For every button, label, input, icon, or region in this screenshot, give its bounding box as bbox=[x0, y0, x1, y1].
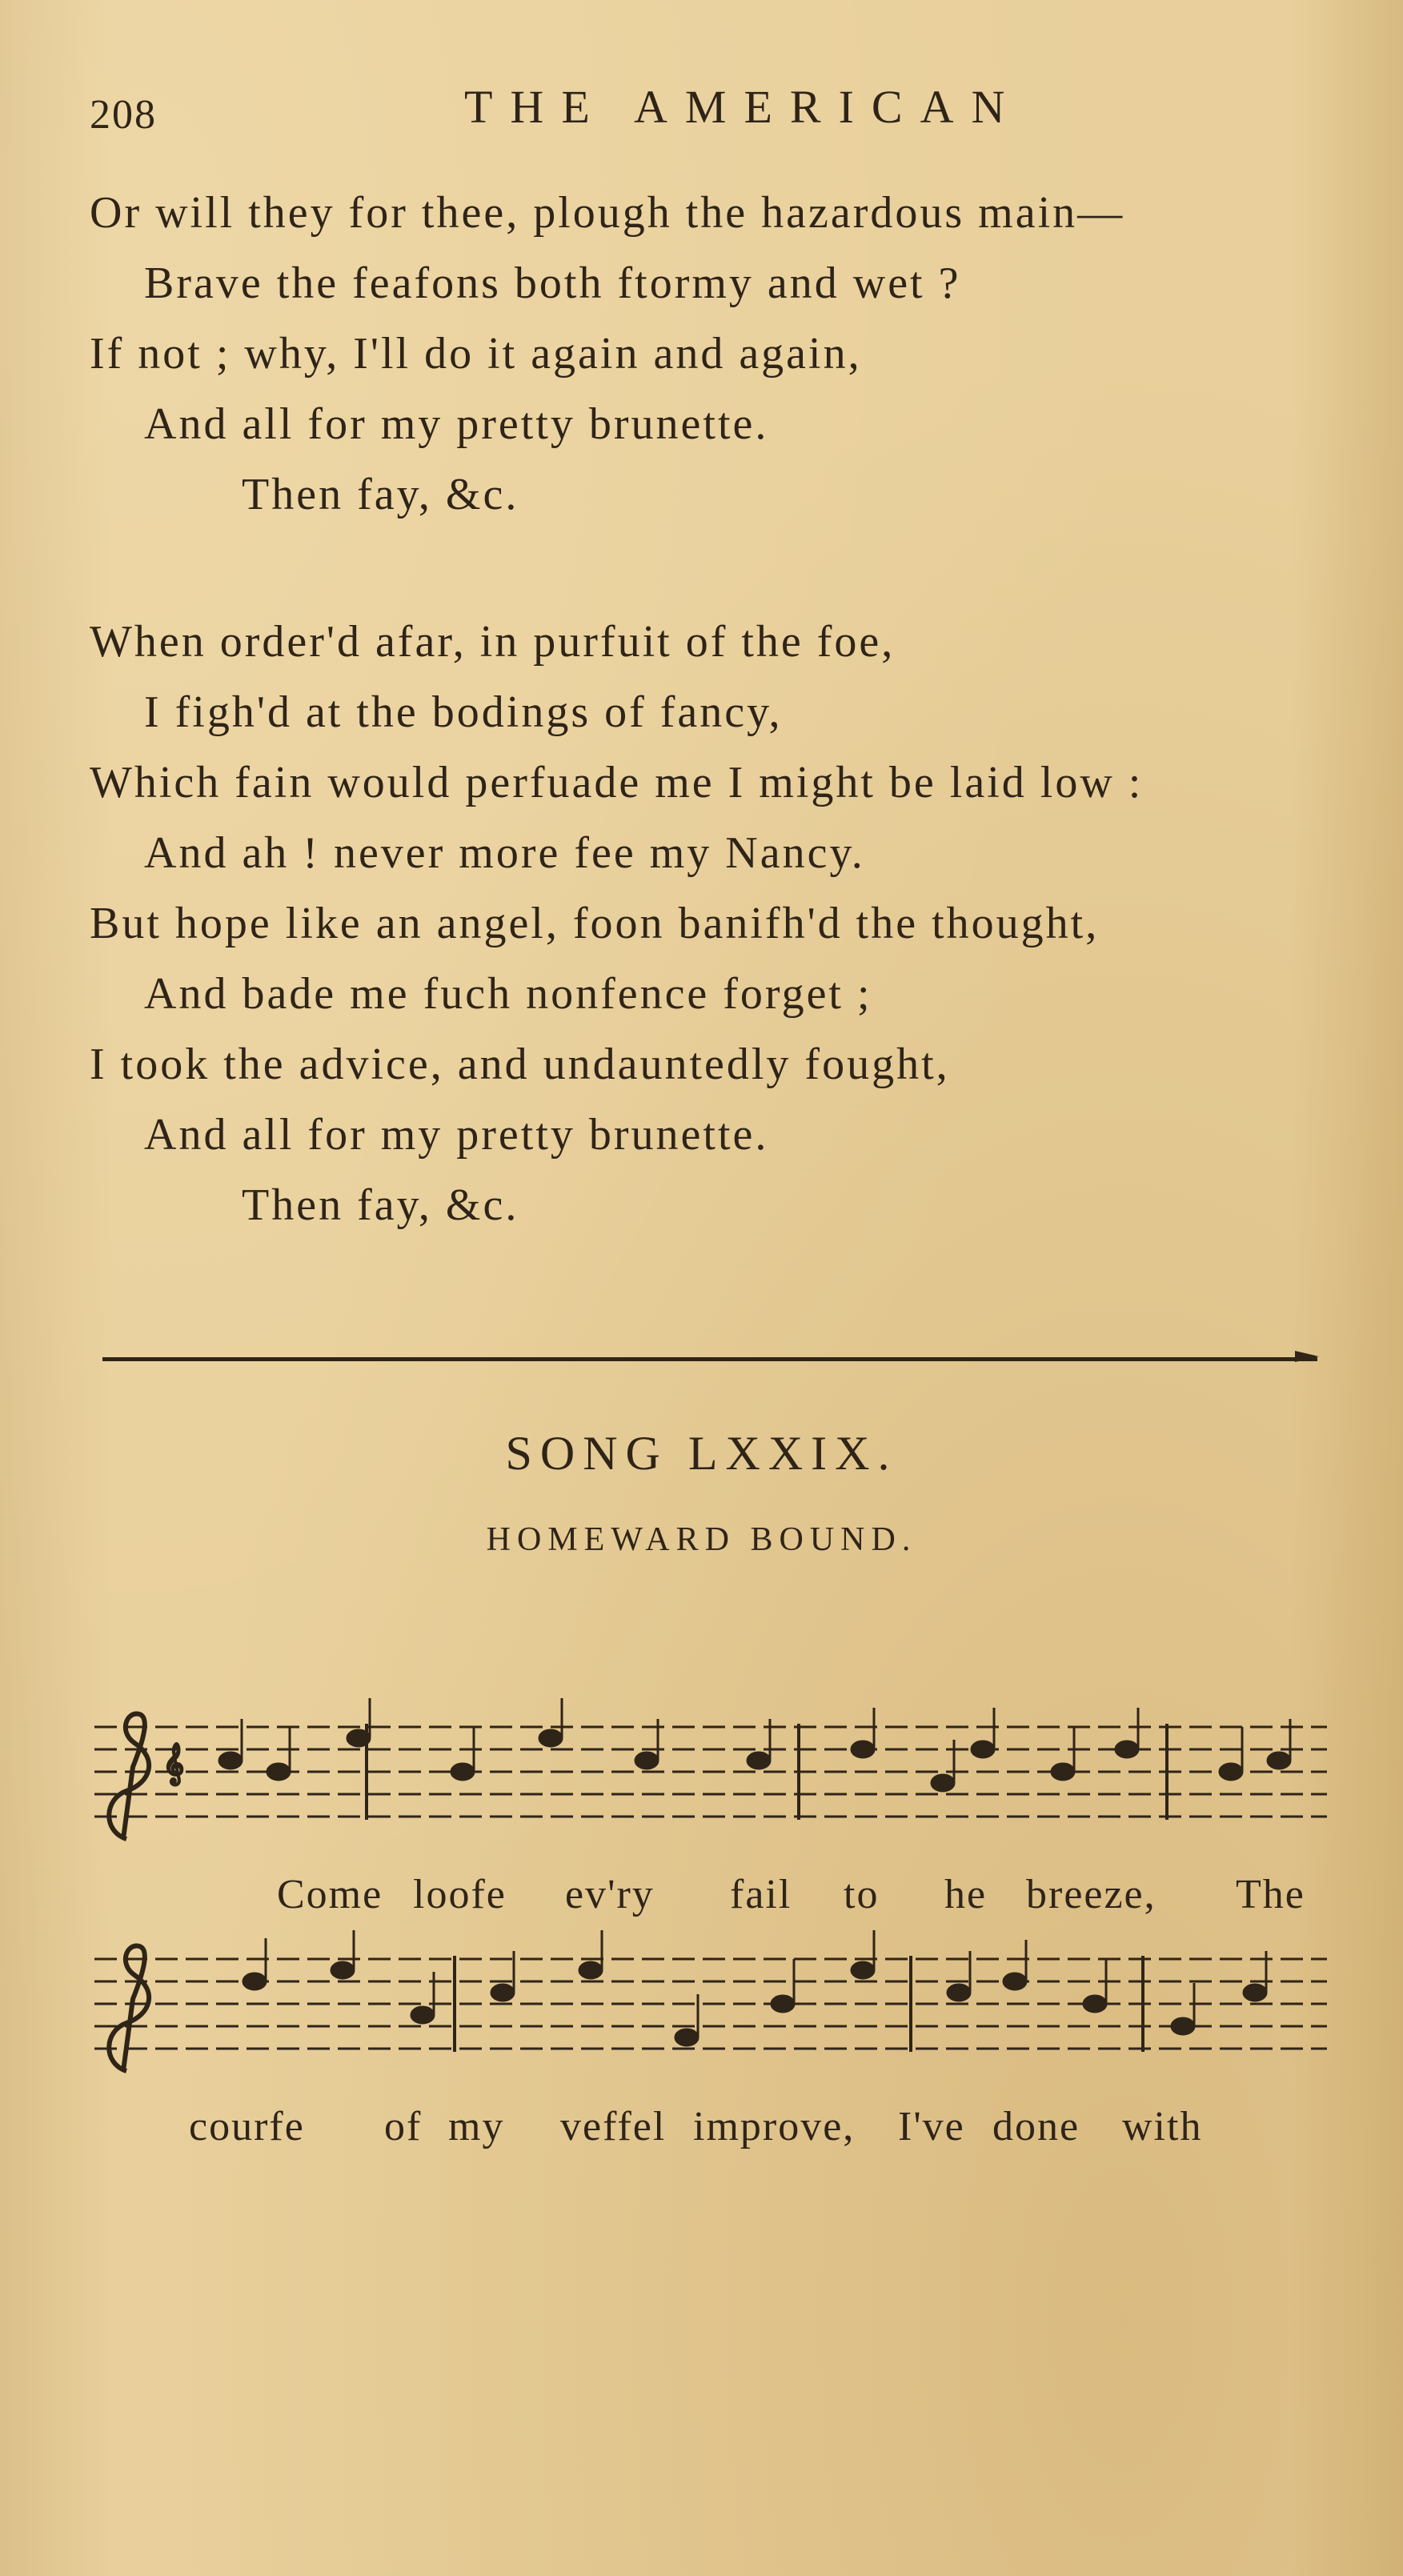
lyric-syllable: I've bbox=[898, 2104, 965, 2149]
music-notation bbox=[94, 1927, 1327, 2087]
page-number: 208 bbox=[90, 92, 157, 138]
verse-line: When order'd afar, in purfuit of the foe, bbox=[90, 617, 896, 667]
lyric-syllable: ev'ry bbox=[565, 1872, 655, 1917]
lyric-syllable: breeze, bbox=[1026, 1872, 1156, 1917]
verse-line: If not ; why, I'll do it again and again, bbox=[90, 329, 862, 379]
verse-line: Or will they for thee, plough the hazardous main— bbox=[90, 188, 1125, 238]
verse-line: I figh'd at the bodings of fancy, bbox=[144, 687, 783, 737]
song-subtitle: HOMEWARD BOUND. bbox=[486, 1521, 917, 1558]
lyric-syllable: loofe bbox=[413, 1872, 507, 1917]
music-notation bbox=[94, 1695, 1327, 1855]
running-head: THE AMERICAN bbox=[464, 81, 1023, 133]
verse-line: Brave the feafons both ftormy and wet ? bbox=[144, 258, 961, 308]
stanza-1 bbox=[90, 178, 1338, 530]
verse-line: And bade me fuch nonfence forget ; bbox=[144, 969, 872, 1019]
verse-line: Which fain would perfuade me I might be laid low : bbox=[90, 758, 1144, 807]
lyric-syllable: The bbox=[1236, 1872, 1305, 1917]
page-header bbox=[0, 80, 1403, 144]
verse-line: And ah ! never more fee my Nancy. bbox=[144, 828, 865, 878]
lyric-syllable: done bbox=[992, 2104, 1080, 2149]
lyric-syllable: fail bbox=[730, 1872, 792, 1917]
lyric-syllable: of bbox=[384, 2104, 423, 2149]
verse-refrain: Then fay, &c. bbox=[242, 1180, 519, 1230]
lyric-syllable: courfe bbox=[189, 2104, 305, 2149]
verse-line: And all for my pretty brunette. bbox=[144, 399, 769, 449]
verse-line: And all for my pretty brunette. bbox=[144, 1110, 769, 1160]
music-staff-system-2 bbox=[94, 1927, 1327, 2087]
lyric-syllable: with bbox=[1122, 2104, 1203, 2149]
lyric-syllable: he bbox=[944, 1872, 988, 1917]
treble-clef-icon bbox=[109, 1946, 149, 2071]
stanza-2 bbox=[90, 607, 1338, 1240]
verse-refrain: Then fay, &c. bbox=[242, 470, 519, 519]
music-staff-system-1 bbox=[94, 1695, 1327, 1855]
song-title: SONG LXXIX. bbox=[505, 1427, 898, 1480]
verse-line: But hope like an angel, foon banifh'd the thought, bbox=[90, 899, 1100, 948]
treble-clef-icon bbox=[109, 1714, 149, 1839]
lyric-syllable: improve, bbox=[693, 2104, 856, 2149]
lyric-syllable: to bbox=[844, 1872, 880, 1917]
verse-line: I took the advice, and undauntedly fought, bbox=[90, 1040, 950, 1089]
lyric-syllable: Come bbox=[277, 1872, 383, 1917]
lyric-syllable: my bbox=[448, 2104, 505, 2149]
svg-text:𝄞: 𝄞 bbox=[163, 1743, 185, 1784]
lyric-syllable: veffel bbox=[560, 2104, 667, 2149]
section-divider-rule bbox=[102, 1357, 1317, 1361]
